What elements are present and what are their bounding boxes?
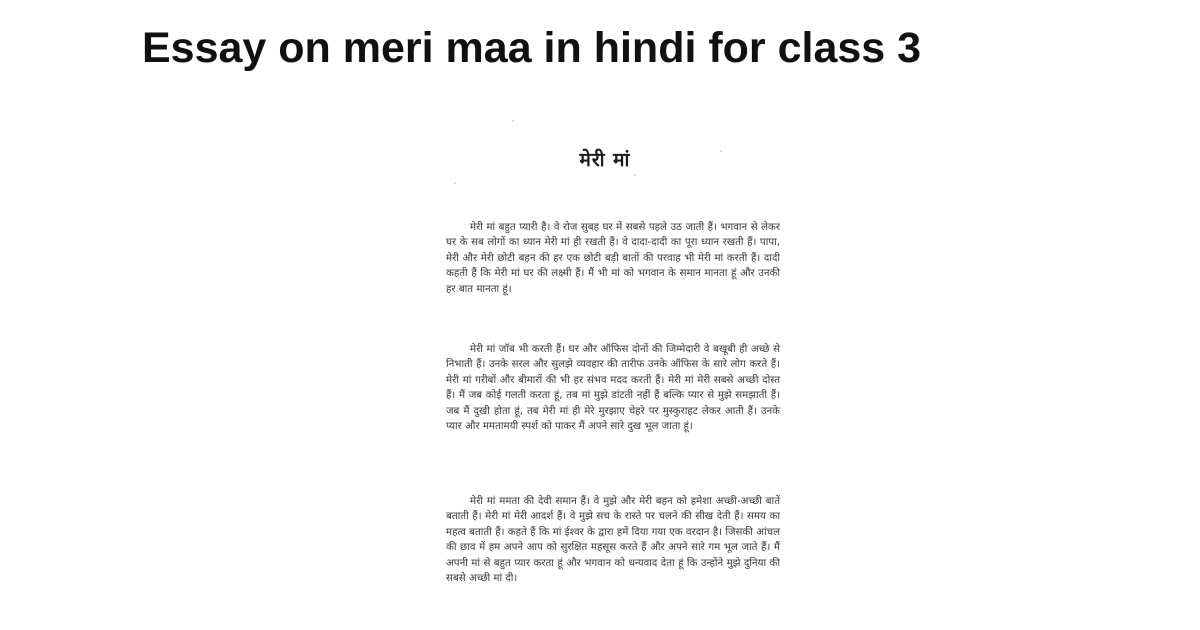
page-headline: Essay on meri maa in hindi for class 3 bbox=[142, 24, 922, 72]
scan-speck bbox=[454, 182, 456, 184]
essay-title: मेरी मां bbox=[579, 149, 631, 171]
essay-paragraph: मेरी मां ममता की देवी समान हैं। वे मुझे और मेरी बहन को हमेशा अच्छी-अच्छी बातें बताती हैं। मेरी मां मेरी आदर्श हैं। वे मुझे सच के रास्ते पर चलने की सीख देती हैं। समय का महत्व बताती हैं। कहते हैं कि मां ईश्वर के द्वारा हमें दिया गया एक वरदान है। जिसकी आंचल की छाव में हम अपने आप को सुरक्षित महसूस करते हैं और अपने सारे गम भूल जाते हैं। मैं अपनी मां से बहुत प्यार करता हूं और भगवान को धन्यवाद देता हूं कि उन्होंने मुझे दुनिया की सबसे अच्छी मां दी। bbox=[446, 496, 780, 585]
essay-paragraph: मेरी मां जॉब भी करती हैं। घर और ऑफिस दोनों की जिम्मेदारी वे बखूबी ही अच्छे से निभाती हैं। उनके सरल और सुलझे व्यवहार की तारीफ उनके ऑफिस के सारे लोग करते हैं। मेरी मां गरीबों और बीमारों की भी हर संभव मदद करती हैं। मेरी मां मेरी सबसे अच्छी दोस्त हैं। मैं जब कोई गलती करता हूं, तब मां मुझे डांटती नहीं हैं बल्कि प्यार से मुझे समझाती हैं। जब मैं दुखी होता हूं, तब मेरी मां ही मेरे मुरझाए चेहरे पर मुस्कुराहट लेकर आती हैं। उनके प्यार और ममतामयी स्पर्श को पाकर मैं अपने सारे दुख भूल जाता हूं। bbox=[446, 344, 780, 433]
scan-speck bbox=[512, 120, 514, 122]
scanned-essay-page bbox=[420, 110, 790, 630]
scan-speck bbox=[634, 174, 636, 176]
essay-paragraph: मेरी मां बहुत प्यारी है। वे रोज सुबह घर में सबसे पहले उठ जाती हैं। भगवान से लेकर घर के सब लोगों का ध्यान मेरी मां ही रखती हैं। वे दादा-दादी का पूरा ध्यान रखती हैं। पापा, मेरी और मेरी छोटी बहन की हर एक छोटी बड़ी बातों की परवाह भी मेरी मां करती हैं। दादी कहती हैं कि मेरी मां घर की लक्ष्मी हैं। मैं भी मां को भगवान के समान मानता हूं और उनकी हर बात मानता हूं। bbox=[446, 222, 780, 295]
